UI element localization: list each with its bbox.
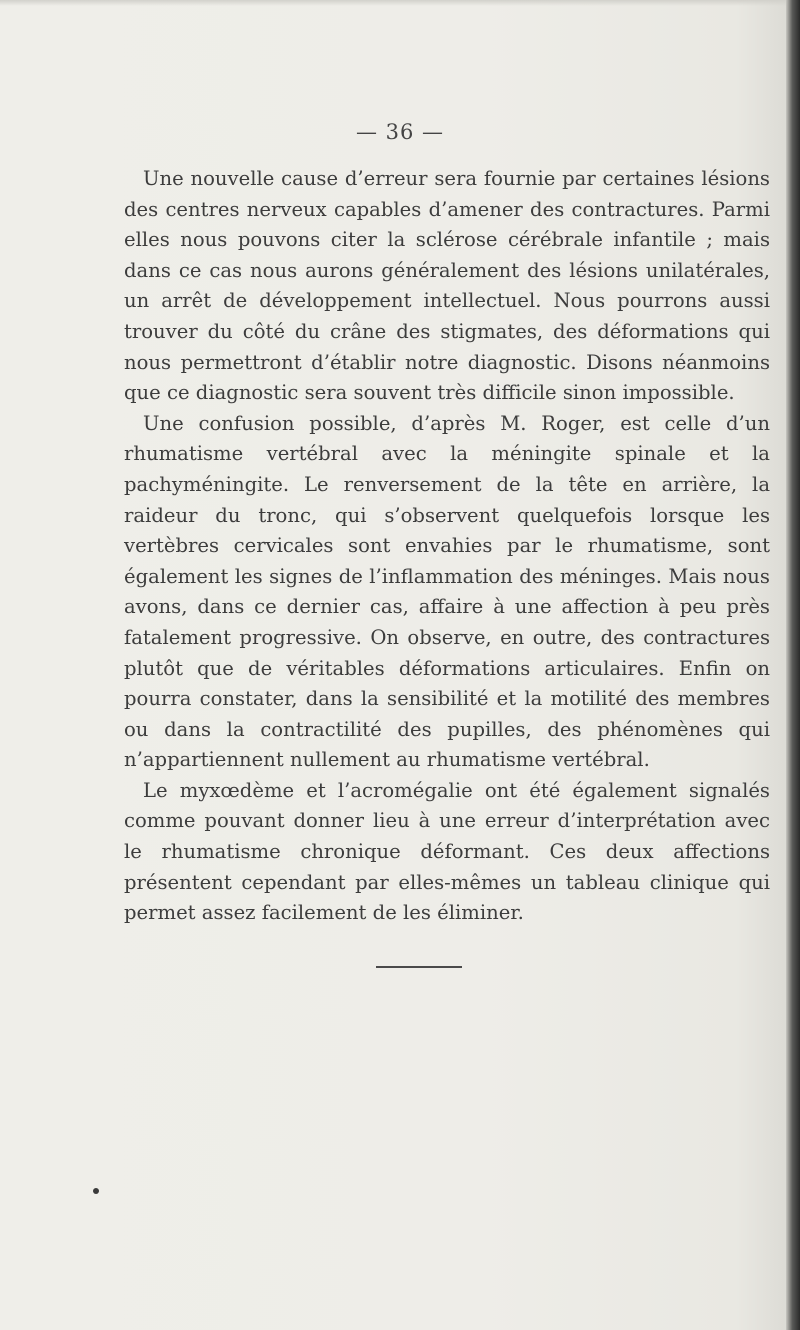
- paragraph: Une confusion possible, d’après M. Roger, est celle d’un rhumatisme vertébral avec la méningite spinale et la pachyméningite. Le renversement de la tête en arrière, la raideur du tronc, qui s’observent quelquefois lorsque les vertèbres cervicales sont envahies par le rhumatisme, sont également les signes de l’inflammation des méninges. Mais nous avons, dans ce dernier cas, affaire à une affection à peu près fatalement progressive. On observe, en outre, des contractures plutôt que de véritables déformations articulaires. Enfin on pourra constater, dans la sensibilité et la motilité des membres ou dans la contractilité des pupilles, des phénomènes qui n’appartiennent nullement au rhumatisme vertébral.: [124, 411, 770, 772]
- page-number: — 36 —: [355, 120, 445, 144]
- section-end-rule: [376, 966, 462, 968]
- page-binding-edge: [786, 0, 800, 1330]
- body-text: [124, 164, 770, 929]
- paragraph: Le myxœdème et l’acromégalie ont été également signalés comme pouvant donner lieu à une erreur d’interprétation avec le rhumatisme chronique déformant. Ces deux affections présentent cependant par elles-mêmes un tableau clinique qui permet assez facilement de les éliminer.: [124, 778, 770, 925]
- ink-speck: [93, 1188, 99, 1194]
- paragraph: Une nouvelle cause d’erreur sera fournie par certaines lésions des centres nerveux capables d’amener des contractures. Parmi elles nous pouvons citer la sclérose cérébrale infantile ; mais dans ce cas nous aurons généralement des lésions unilatérales, un arrêt de développement intellectuel. Nous pourrons aussi trouver du côté du crâne des stigmates, des déformations qui nous permettront d’établir notre diagnostic. Disons néanmoins que ce diagnostic sera souvent très difficile sinon impossible.: [124, 167, 770, 405]
- page-top-edge: [0, 0, 800, 6]
